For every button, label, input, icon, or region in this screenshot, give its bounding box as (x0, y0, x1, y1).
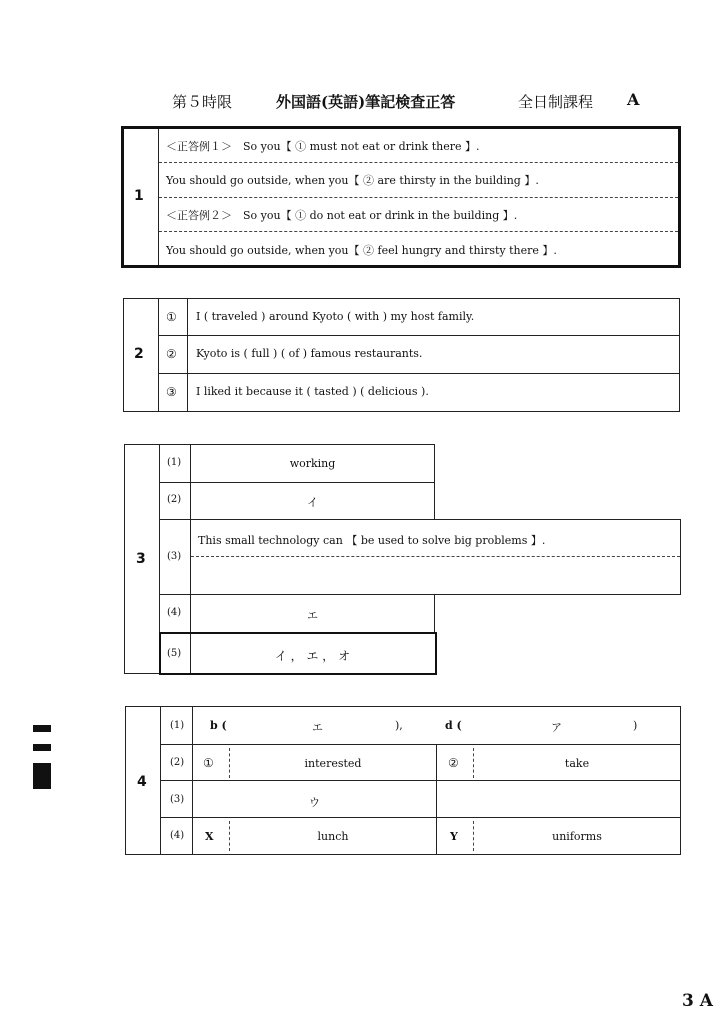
q3-answer-5: イ ， エ ， オ (274, 649, 351, 663)
q1-dash-3 (159, 231, 678, 232)
margin-mark-2 (33, 744, 51, 751)
q2-line-2 (158, 373, 680, 374)
q2-line-1 (158, 335, 680, 336)
q3-label-1: (1) (167, 457, 182, 468)
q3-answer-4: エ (307, 609, 318, 622)
q4-d-close: ) (633, 719, 638, 732)
q4-d-value: ア (551, 721, 562, 734)
q4-r4-value-2: uniforms (552, 830, 602, 843)
q4-r3-value: ウ (309, 796, 320, 809)
q1-row-4: You should go outside, when you【 ② feel hungry and thirsty there 】. (166, 244, 557, 257)
q3-label-2: (2) (167, 494, 182, 505)
q2-label-3: ③ (166, 385, 177, 399)
q3-answer-3: This small technology can 【 be used to solve big problems 】. (198, 534, 546, 547)
q4-r4-mark-2: Y (450, 830, 458, 843)
q4-r2-value-2: take (564, 757, 590, 770)
q4-r4-mark-1: X (205, 830, 214, 843)
q3-label-4: (4) (167, 607, 182, 618)
q3-right-top (434, 444, 435, 519)
q4-r4-value-1: lunch (317, 830, 349, 843)
q3-answer-2: イ (307, 496, 318, 509)
q3-label-3: (3) (167, 551, 182, 562)
q2-row-2: Kyoto is ( full ) ( of ) famous restaurants. (196, 347, 423, 360)
q3-dash (191, 556, 680, 557)
q2-row-1: I ( traveled ) around Kyoto ( with ) my host family. (196, 310, 475, 323)
q3-line-2 (159, 519, 681, 520)
q2-divider-b (187, 298, 188, 412)
q4-b-value: エ (312, 721, 323, 734)
q4-label-3: (3) (170, 794, 185, 805)
q4-mid-divider (436, 744, 437, 855)
q3-answer-1: working (289, 457, 336, 470)
q4-line-3 (160, 817, 681, 818)
q3-left-border (124, 444, 125, 673)
q1-number: 1 (134, 188, 144, 204)
q1-dash-2 (159, 197, 678, 198)
q1-row-3: ＜正答例２＞ So you【 ① do not eat or drink in the building 】. (166, 209, 518, 222)
q1-row-2: You should go outside, when you【 ② are thirsty in the building 】. (166, 174, 539, 187)
q2-divider-a (158, 298, 159, 412)
q4-b-close: ), (395, 719, 403, 732)
q3-right-bottom (434, 594, 435, 633)
q1-dash-1 (159, 162, 678, 163)
q4-line-1 (160, 744, 681, 745)
q4-line-2 (160, 780, 681, 781)
q3-wide-right (680, 519, 681, 594)
margin-mark-3 (33, 763, 51, 789)
q4-r2-mark-1: ① (203, 756, 214, 770)
q4-r2-mark-2: ② (448, 756, 459, 770)
q4-r2-value-1: interested (304, 757, 362, 770)
page-number: 3 A (682, 991, 713, 1011)
margin-mark-1 (33, 725, 51, 732)
q2-number: 2 (134, 346, 144, 362)
header-course: 全日制課程 (518, 93, 594, 111)
q1-row-1: ＜正答例１＞ So you【 ① must not eat or drink there 】. (166, 140, 480, 153)
q3-number: 3 (136, 551, 146, 567)
header-version: A (627, 90, 640, 109)
q2-label-1: ① (166, 310, 177, 324)
q2-label-2: ② (166, 347, 177, 361)
header-period: 第５時限 (172, 93, 233, 111)
q4-label-4: (4) (170, 830, 185, 841)
q3-label-5: (5) (167, 648, 182, 659)
q4-b-label: b ( (210, 719, 227, 732)
q3-line-1 (159, 482, 434, 483)
header-title: 外国語(英語)筆記検査正答 (276, 93, 456, 111)
q3-top-border (124, 444, 435, 445)
q3-line-3 (159, 594, 681, 595)
q2-row-3: I liked it because it ( tasted ) ( delicious ). (196, 385, 429, 398)
q4-number: 4 (137, 774, 147, 790)
q4-d-label: d ( (445, 719, 462, 732)
q4-label-2: (2) (170, 757, 185, 768)
q4-label-1: (1) (170, 720, 185, 731)
